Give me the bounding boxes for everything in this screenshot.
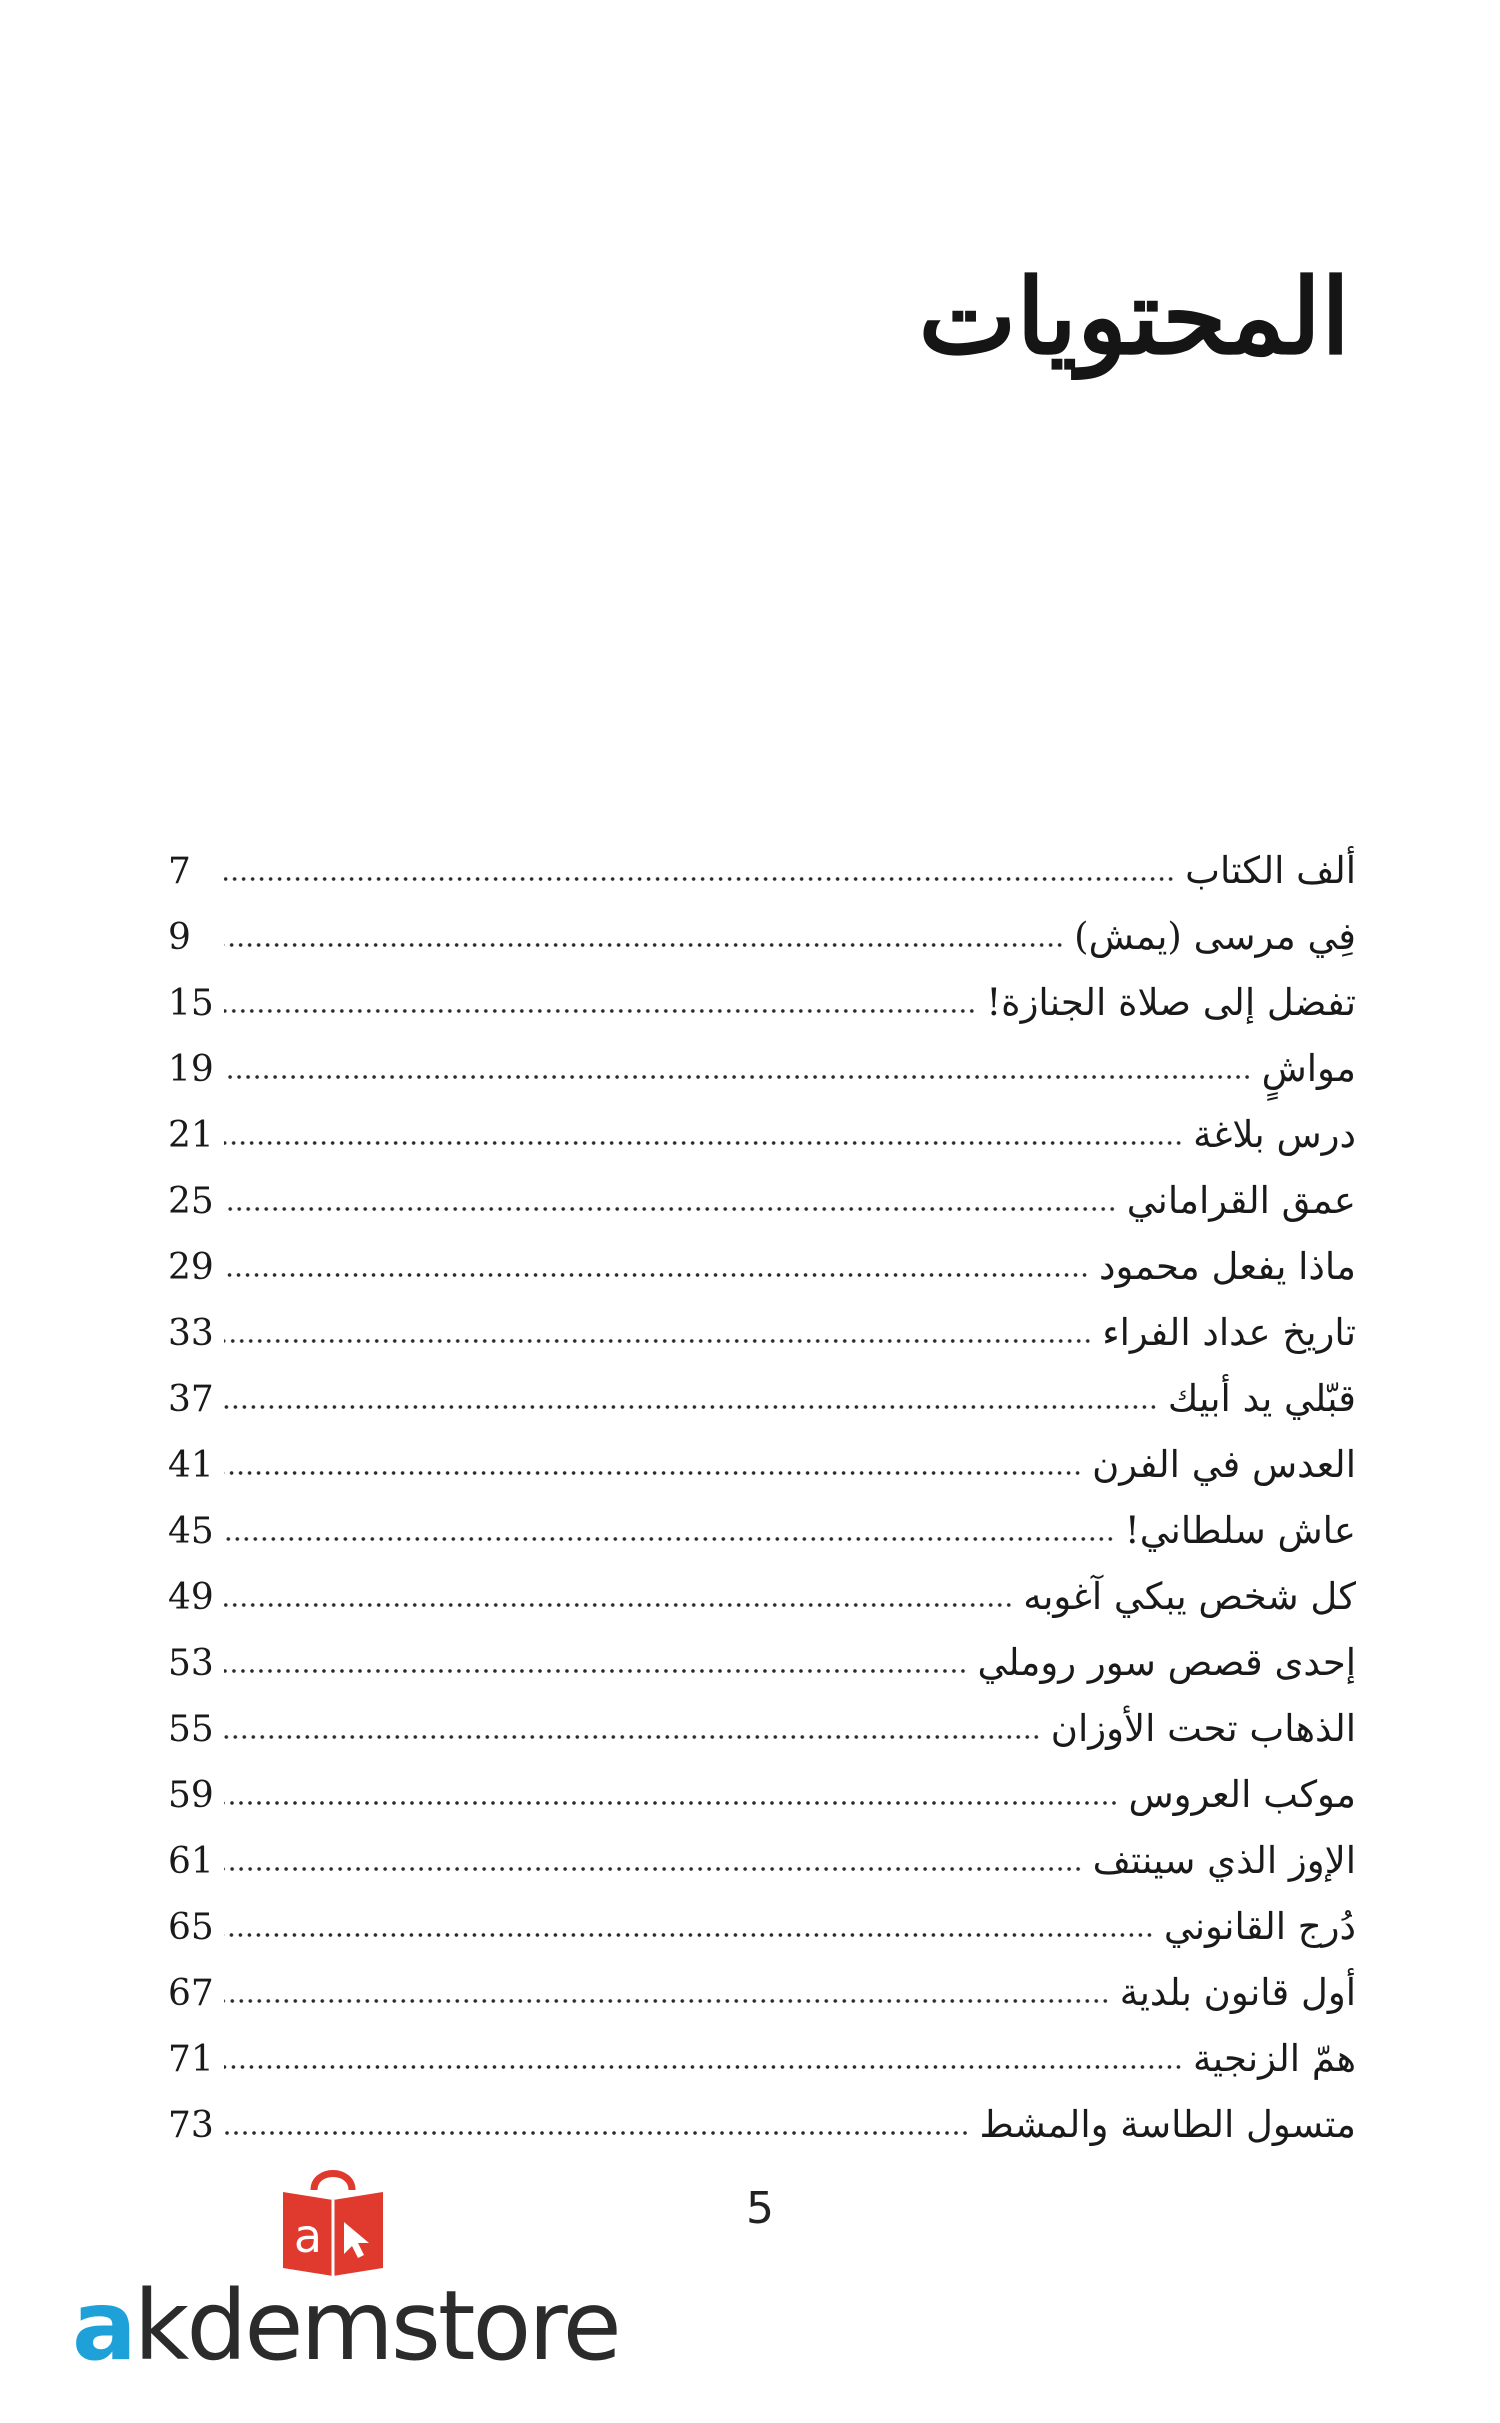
toc-entry-page: 15 bbox=[168, 983, 214, 1024]
toc-dot-leader bbox=[224, 1009, 976, 1013]
brand-wordmark bbox=[72, 2270, 619, 2382]
toc-entry bbox=[168, 1618, 1356, 1684]
toc-entry-title: عمق القراماني bbox=[1126, 1179, 1356, 1222]
toc-entry-page: 7 bbox=[168, 851, 191, 892]
toc-entry-title: ألف الكتاب bbox=[1185, 849, 1356, 892]
brand-wordmark-rest: kdemstore bbox=[133, 2270, 619, 2382]
toc-dot-leader bbox=[224, 943, 1064, 947]
toc-entry-title: متسول الطاسة والمشط bbox=[979, 2103, 1356, 2146]
toc-entry-page: 55 bbox=[168, 1709, 214, 1750]
toc-entry bbox=[168, 1552, 1356, 1618]
toc-dot-leader bbox=[224, 1999, 1110, 2003]
toc-entry-title: همّ الزنجية bbox=[1192, 2037, 1356, 2080]
toc-entry-page: 37 bbox=[168, 1379, 214, 1420]
bag-logo-letter: a bbox=[293, 2209, 323, 2263]
toc-entry bbox=[168, 2014, 1356, 2080]
toc-entry-page: 19 bbox=[168, 1049, 214, 1090]
toc-dot-leader bbox=[224, 1801, 1119, 1805]
toc-entry-page: 65 bbox=[168, 1907, 214, 1948]
toc-entry bbox=[168, 826, 1356, 892]
toc-entry bbox=[168, 1948, 1356, 2014]
bag-logo-icon bbox=[278, 2160, 388, 2280]
toc-entry-title: العدس في الفرن bbox=[1092, 1443, 1356, 1486]
toc-entry-page: 25 bbox=[168, 1181, 214, 1222]
toc-entry-page: 33 bbox=[168, 1313, 214, 1354]
toc-entry-title: ماذا يفعل محمود bbox=[1099, 1245, 1356, 1288]
toc-entry bbox=[168, 1222, 1356, 1288]
toc-entry-page: 49 bbox=[168, 1577, 214, 1618]
toc-dot-leader bbox=[224, 1141, 1183, 1145]
toc-entry bbox=[168, 1024, 1356, 1090]
toc-entry-title: تفضل إلى صلاة الجنازة! bbox=[986, 981, 1356, 1024]
toc-dot-leader bbox=[224, 1471, 1082, 1475]
toc-dot-leader bbox=[224, 2065, 1183, 2069]
toc-dot-leader bbox=[224, 1933, 1154, 1937]
toc-entry bbox=[168, 1420, 1356, 1486]
toc-dot-leader bbox=[224, 877, 1175, 881]
toc-dot-leader bbox=[224, 1207, 1117, 1211]
toc-dot-leader bbox=[224, 1735, 1041, 1739]
toc-entry-page: 59 bbox=[168, 1775, 214, 1816]
table-of-contents bbox=[168, 826, 1356, 2146]
toc-dot-leader bbox=[224, 1867, 1083, 1871]
toc-entry-page: 71 bbox=[168, 2039, 214, 2080]
toc-entry-page: 41 bbox=[168, 1445, 214, 1486]
toc-entry-page: 45 bbox=[168, 1511, 214, 1552]
toc-dot-leader bbox=[224, 1669, 967, 1673]
toc-entry bbox=[168, 1882, 1356, 1948]
toc-entry-title: الذهاب تحت الأوزان bbox=[1050, 1707, 1356, 1750]
page-title: المحتويات bbox=[918, 255, 1350, 378]
toc-dot-leader bbox=[224, 1603, 1013, 1607]
toc-entry bbox=[168, 1288, 1356, 1354]
toc-entry-title: مواشٍ bbox=[1261, 1047, 1356, 1090]
toc-dot-leader bbox=[224, 1339, 1092, 1343]
toc-entry-title: قبّلي يد أبيك bbox=[1167, 1377, 1356, 1420]
toc-entry bbox=[168, 1816, 1356, 1882]
toc-entry-title: عاش سلطاني! bbox=[1124, 1509, 1356, 1552]
toc-entry-title: أول قانون بلدية bbox=[1119, 1971, 1356, 2014]
toc-entry-title: تاريخ عداد الفراء bbox=[1102, 1311, 1356, 1354]
toc-entry bbox=[168, 1354, 1356, 1420]
toc-dot-leader bbox=[224, 1537, 1115, 1541]
toc-entry-title: فِي مرسى (يمش) bbox=[1074, 915, 1356, 958]
toc-entry bbox=[168, 2080, 1356, 2146]
toc-entry-page: 21 bbox=[168, 1115, 214, 1156]
toc-entry bbox=[168, 1090, 1356, 1156]
page-number: 5 bbox=[746, 2183, 774, 2234]
toc-entry-title: موكب العروس bbox=[1128, 1773, 1356, 1816]
toc-entry-page: 61 bbox=[168, 1841, 214, 1882]
toc-dot-leader bbox=[224, 1075, 1252, 1079]
toc-dot-leader bbox=[224, 1273, 1089, 1277]
toc-entry bbox=[168, 1750, 1356, 1816]
toc-entry-title: إحدى قصص سور روملي bbox=[977, 1641, 1356, 1684]
toc-entry bbox=[168, 958, 1356, 1024]
toc-entry-page: 53 bbox=[168, 1643, 214, 1684]
toc-entry-page: 9 bbox=[168, 917, 191, 958]
toc-entry-title: دُرج القانوني bbox=[1163, 1905, 1356, 1948]
toc-entry-title: الإوز الذي سينتف bbox=[1092, 1839, 1356, 1882]
toc-entry-page: 73 bbox=[168, 2105, 214, 2146]
toc-entry bbox=[168, 1486, 1356, 1552]
toc-dot-leader bbox=[224, 2131, 970, 2135]
toc-entry-title: درس بلاغة bbox=[1193, 1113, 1356, 1156]
toc-entry-page: 67 bbox=[168, 1973, 214, 2014]
toc-entry bbox=[168, 1156, 1356, 1222]
toc-entry bbox=[168, 892, 1356, 958]
toc-dot-leader bbox=[224, 1405, 1158, 1409]
toc-entry-title: كل شخص يبكي آغوبه bbox=[1023, 1575, 1356, 1618]
toc-entry-page: 29 bbox=[168, 1247, 214, 1288]
toc-entry bbox=[168, 1684, 1356, 1750]
brand-wordmark-a: a bbox=[72, 2270, 134, 2382]
